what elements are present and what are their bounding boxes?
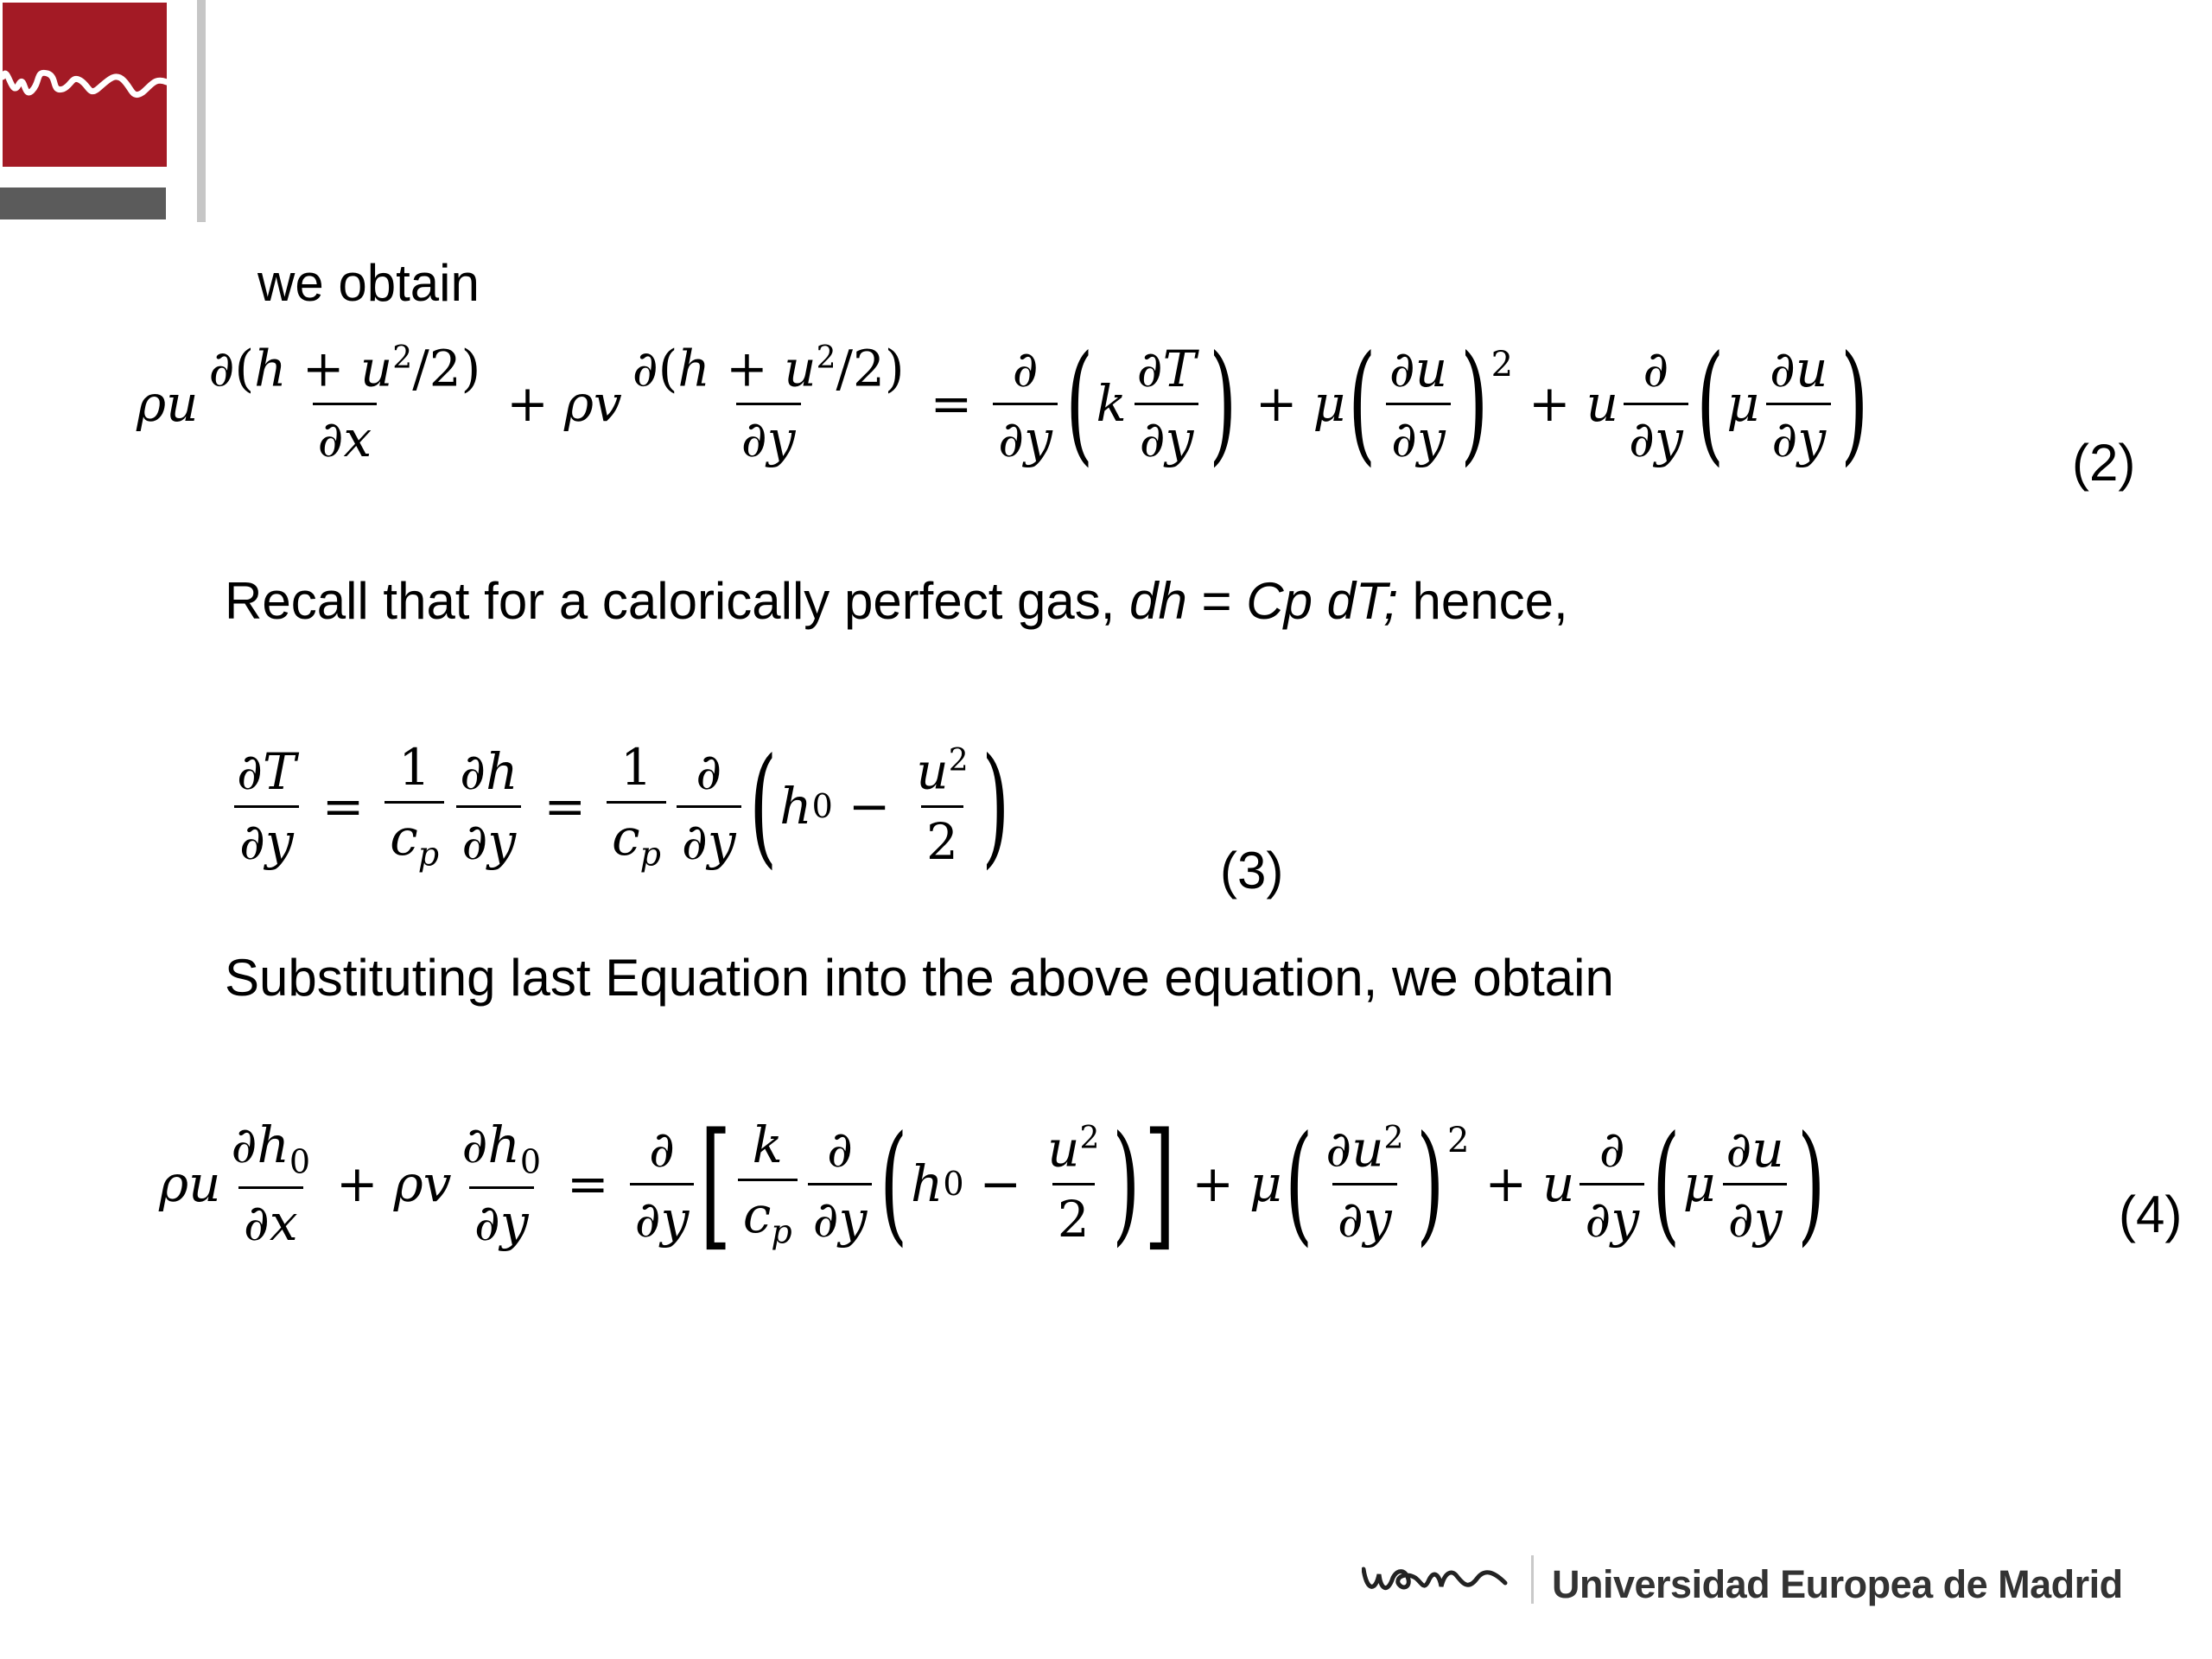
equation-4-number: (4) [2119,1185,2183,1243]
equation-4: ρu $\frac{\partial h_0}{\partial x}$ + ρv $\frac{\partial h_0}{\partial y}$ = $\frac{\partial}{\partial y}$ [ $\frac{k}{c_p}$ $\frac{\partial}{\partial y}$ ( h 0 − $\frac{u^2}{2}$ ) ] + μ ( $\frac{\partial u^2}{\partial y}$ ) 2 + u $\frac{\partial}{\partial y}$ ( μ $\frac{\partial u}{\partial y}$ ) [159,1103,1826,1264]
logo-underbar [0,188,166,219]
text-recall [225,572,1568,630]
text-substituting: Substituting last Equation into the above equation, we obtain [225,949,1614,1007]
equation-2-number: (2) [2072,434,2136,492]
equation-3: $\frac{\partial T}{\partial y}$ = $\frac{1}{c_p}$ $\frac{\partial h}{\partial y}$ = $\frac{1}{c_p}$ $\frac{\partial}{\partial y}$ ( h 0 − $\frac{u^2}{2}$ ) [226,741,1012,871]
text-recall-dh: dh [1129,572,1187,630]
uem-footer-logo [1362,1552,1509,1604]
uem-footer-logo-mark [1362,1552,1509,1604]
equation-3-number: (3) [1220,842,1284,899]
footer-divider [1531,1555,1534,1604]
uem-logo [3,3,167,167]
text-recall-cpdt: Cp dT; [1246,572,1398,630]
text-recall-hence: hence, [1397,572,1568,630]
footer-institution-name: Universidad Europea de Madrid [1552,1562,2123,1606]
equation-2: ρu $\frac{\partial(h + u^2/2)}{\partial x}$ + ρv $\frac{\partial(h + u^2/2)}{\partial y}$ = $\frac{\partial}{\partial y}$ ( k $\frac{\partial T}{\partial y}$ ) + μ ( $\frac{\partial u}{\partial y}$ ) 2 + u $\frac{\partial}{\partial y}$ ( μ $\frac{\partial u}{\partial y}$ ) [137,328,1869,479]
text-we-obtain: we obtain [257,254,480,312]
header-divider [197,0,206,222]
uem-logo-mark [3,3,167,167]
text-recall-intro: Recall that for a calorically perfect gas, [225,572,1116,630]
text-recall-equals: = [1186,572,1247,630]
